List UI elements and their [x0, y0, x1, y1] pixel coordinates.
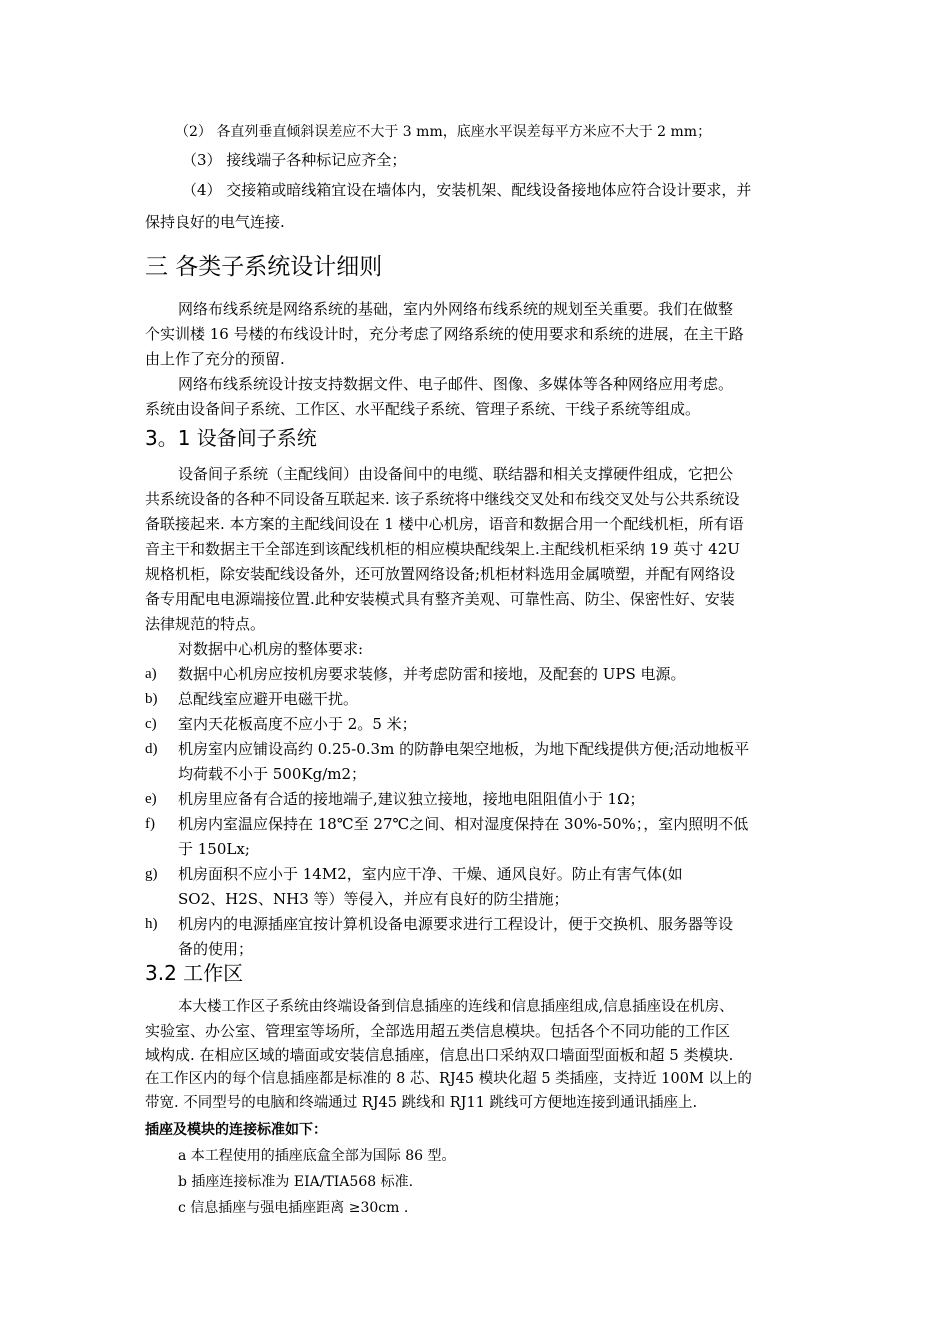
req-text: 机房室内应铺设高约 0.25-0.3m 的防静电架空地板，为地下配线提供方便;活动地板平 [178, 740, 750, 758]
req-text: 数据中心机房应按机房要求装修，并考虑防雷和接地，及配套的 UPS 电源。 [178, 665, 686, 683]
req-marker: e) [145, 791, 157, 807]
section-3-para1-line: 网络布线系统是网络系统的基础，室内外网络布线系统的规划至关重要。我们在做整 [178, 300, 734, 318]
section-3-1-para-line: 设备间子系统（主配线间）由设备间中的电缆、联结器和相关支撑硬件组成，它把公 [178, 465, 734, 483]
section-3-1-title: 3。1 设备间子系统 [145, 426, 317, 450]
standard-item: c 信息插座与强电插座距离 ≥30cm . [178, 1200, 409, 1216]
section-3-para1-line: 个实训楼 16 号楼的布线设计时，充分考虑了网络系统的使用要求和系统的进展，在主干路 [145, 325, 744, 343]
req-text-cont: 于 150Lx; [178, 840, 250, 858]
section-3-2-title: 3.2 工作区 [145, 961, 244, 985]
section-3-2-para-line: 带宽. 不同型号的电脑和终端通过 RJ45 跳线和 RJ11 跳线可方便地连接到通讯插座上. [145, 1095, 698, 1111]
req-text: 总配线室应避开电磁干扰。 [178, 690, 359, 708]
section-3-1-para-line: 规格机柜，除安装配线设备外，还可放置网络设备;机柜材料选用金属喷塑，并配有网络设 [145, 565, 736, 583]
section-3-1-para-line: 备联接起来. 本方案的主配线间设在 1 楼中心机房，语音和数据合用一个配线机柜，所有语 [145, 515, 744, 533]
section-3-title: 三 各类子系统设计细则 [145, 254, 383, 280]
req-text: 机房里应备有合适的接地端子,建议独立接地，接地电阻阻值小于 1Ω； [178, 790, 645, 808]
standards-heading: 插座及模块的连接标准如下： [145, 1122, 327, 1138]
req-marker: g) [145, 866, 158, 882]
req-text: 机房内室温应保持在 18℃至 27℃之间、相对湿度保持在 30%-50%；，室内照明不低 [178, 815, 749, 833]
section-3-1-para-line: 音主干和数据主干全部连到该配线机柜的相应模块配线架上.主配线机柜采纳 19 英寸 42U [145, 540, 740, 558]
section-3-para1-line: 由上作了充分的预留. [145, 350, 285, 368]
section-3-para2-line: 网络布线系统设计按支持数据文件、电子邮件、图像、多媒体等各种网络应用考虑。 [178, 375, 734, 393]
req-text: 室内天花板高度不应小于 2。5 米； [178, 715, 417, 733]
req-text: 机房内的电源插座宜按计算机设备电源要求进行工程设计，便于交换机、服务器等设 [178, 915, 734, 933]
section-3-2-para-line: 实验室、办公室、管理室等场所，全部选用超五类信息模块。包括各个不同功能的工作区 [145, 1022, 731, 1040]
section-3-2-para-line: 域构成. 在相应区域的墙面或安装信息插座，信息出口采纳双口墙面型面板和超 5 类模块. [145, 1046, 734, 1064]
req-marker: c) [145, 716, 157, 732]
standard-item: a 本工程使用的插座底盒全部为国际 86 型。 [178, 1148, 456, 1164]
section-3-1-para-line: 共系统设备的各种不同设备互联起来. 该子系统将中继线交叉处和布线交叉处与公共系统设 [145, 490, 740, 508]
req-text-cont: SO2、H2S、NH3 等）等侵入，并应有良好的防尘措施； [178, 890, 569, 908]
req-marker: a) [145, 666, 157, 682]
section-3-para2-line: 系统由设备间子系统、工作区、水平配线子系统、管理子系统、干线子系统等组成。 [145, 400, 701, 418]
item-4-cont: 保持良好的电气连接. [145, 213, 285, 231]
req-marker: d) [145, 741, 158, 757]
section-3-1-para-line: 备专用配电电源端接位置.此种安装模式具有整齐美观、可靠性高、防尘、保密性好、安装 [145, 590, 735, 608]
req-text-cont: 备的使用； [178, 940, 254, 958]
section-3-1-para-line: 法律规范的特点。 [145, 615, 266, 633]
standard-item: b 插座连接标准为 EIA/TIA568 标准. [178, 1174, 414, 1190]
section-3-2-para-line: 在工作区内的每个信息插座都是标准的 8 芯、RJ45 模块化超 5 类插座，支持近 100M 以上的 [145, 1071, 752, 1087]
item-2: （2） 各直列垂直倾斜误差应不大于 3 mm，底座水平误差每平方米应不大于 2 mm； [175, 124, 712, 140]
req-marker: f) [145, 816, 155, 832]
item-4: （4） 交接箱或暗线箱宜设在墙体内，安装机架、配线设备接地体应符合设计要求，并 [182, 181, 752, 199]
req-marker: h) [145, 916, 158, 932]
req-marker: b) [145, 691, 158, 707]
req-text-cont: 均荷载不小于 500Kg/m2； [178, 765, 367, 783]
section-3-2-para-line: 本大楼工作区子系统由终端设备到信息插座的连线和信息插座组成,信息插座设在机房、 [178, 999, 734, 1015]
item-3: （3） 接线端子各种标记应齐全； [182, 151, 407, 169]
req-text: 机房面积不应小于 14M2，室内应干净、干燥、通风良好。防止有害气体(如 [178, 865, 683, 883]
requirements-intro: 对数据中心机房的整体要求: [178, 640, 364, 658]
